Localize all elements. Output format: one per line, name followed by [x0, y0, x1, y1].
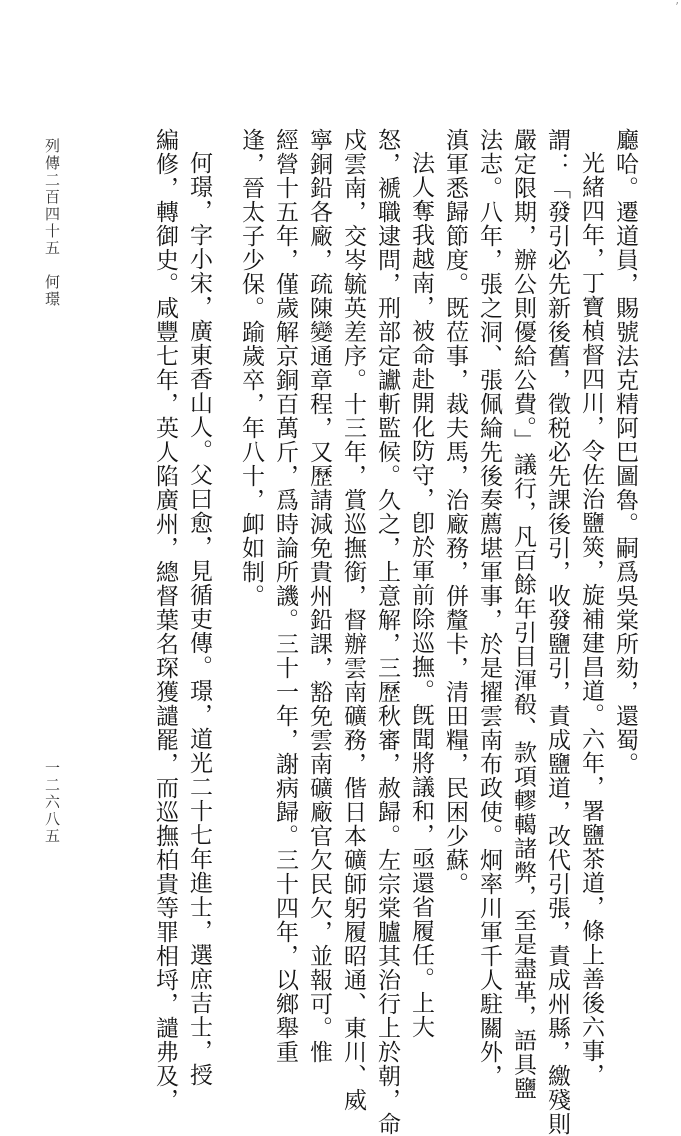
text-column: 何璟，字小宋，廣東香山人。父曰愈，見循吏傳。璟，道光二十七年進士，選庶吉士，授: [186, 151, 212, 1087]
text-column: 法人奪我越南，被命赴開化防守，卽於軍前除巡撫。旣聞將議和，亟還省履任。上大: [408, 151, 434, 1039]
text-column: 經營十五年，僅歲解京銅百萬斤，爲時論所譏。三十一年，謝病歸。三十四年，以鄉舉重: [272, 128, 298, 1064]
corner-mark: ’: [675, 0, 679, 14]
page-number: 一二六八五: [43, 760, 61, 845]
text-column: 寧銅鉛各廠，疏陳變通章程，又歷請減免貴州鉛課，豁免雲南礦廠官欠民欠，並報可。惟: [306, 128, 332, 1064]
text-column: 編修，轉御史。咸豐七年，英人陷廣州，總督葉名琛獲譴罷，而巡撫柏貴等罪相埒，譴弗及，: [152, 128, 178, 1112]
running-title: 列傳二百四十五 何璟: [43, 138, 61, 308]
text-column: 光緒四年，丁寶楨督四川，令佐治鹽筴，旋補建昌道。六年，署鹽茶道，條上善後六事，: [578, 151, 604, 1087]
text-column: 逢，晉太子少保。踰歲卒，年八十，卹如制。: [238, 128, 264, 608]
text-column: 廳哈。遷道員，賜號法克精阿巴圖魯。嗣爲吳棠所劾，還蜀。: [612, 128, 638, 776]
vertical-text-body: [152, 128, 638, 1136]
text-column: 戍雲南，交岑毓英差序。十三年，賞巡撫銜，督辦雲南礦務，偕日本礦師躬履昭通、東川、威: [340, 128, 366, 1112]
text-column: 謂：「發引必先新後舊，徵税必先課後引，收發鹽引，責成鹽道，改代引張，責成州縣，繳殘則: [544, 128, 570, 1136]
text-column: 法志。八年，張之洞、張佩綸先後奏薦堪軍事，於是擢雲南布政使。炯率川軍千人駐關外，: [476, 128, 502, 1088]
text-column: 嚴定限期，辦公則優給公費。」議行，凡百餘年引目渾殽、款項轇轕諸弊，至是盡革，語具鹽: [510, 128, 536, 1101]
text-column: 怒，褫職逮問，刑部定讞斬監候。久之，上意解，三歷秋審，赦歸。左宗棠臚其治行上於朝，命: [374, 128, 400, 1136]
text-column: 滇軍悉歸節度。既莅事，裁夫馬，治廠務，併釐卡，清田糧，民困少蘇。: [442, 128, 468, 896]
